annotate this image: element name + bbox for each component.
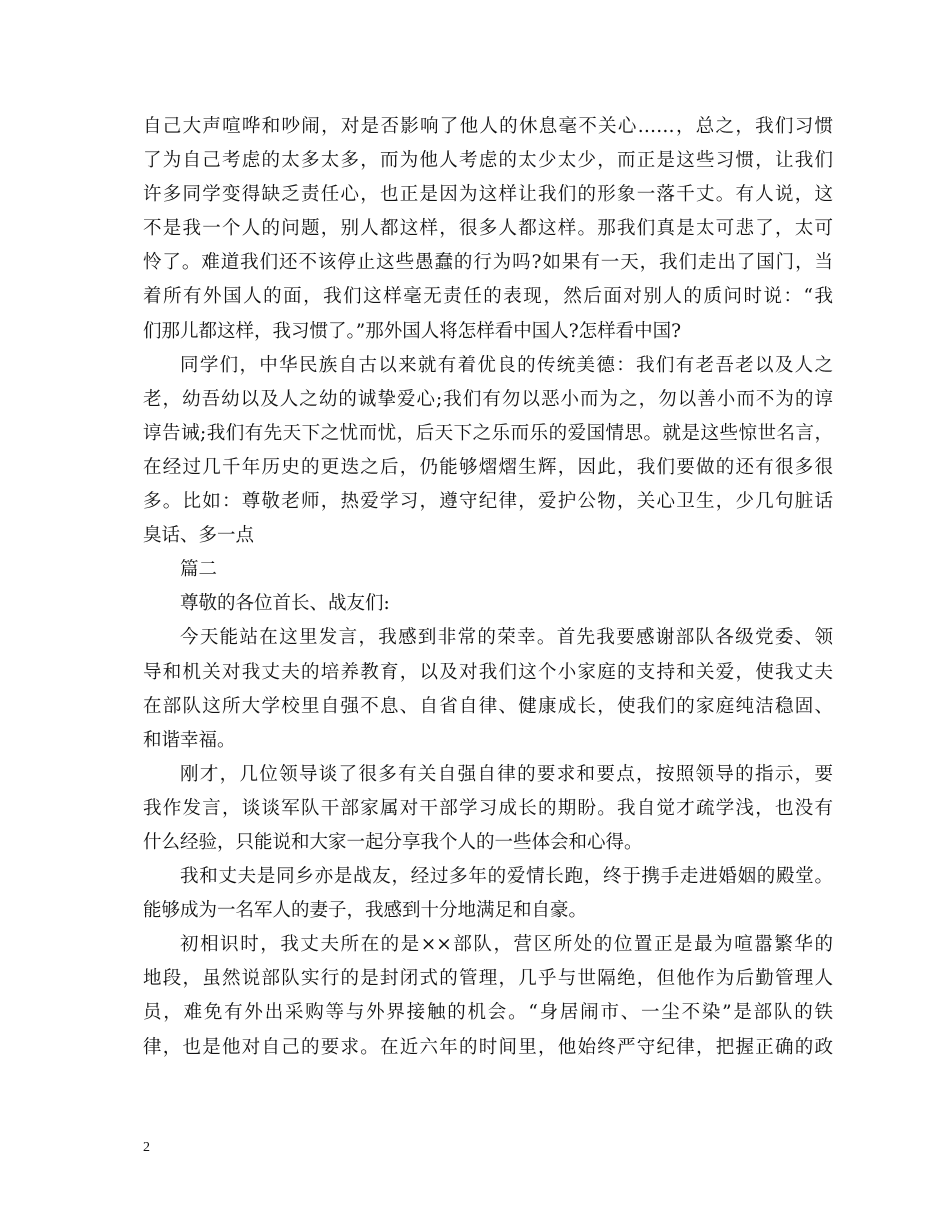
text-line: 尊敬的各位首长、战友们:: [180, 593, 390, 615]
text-line: 同学们，中华民族自古以来就有着优良的传统美德：我们有老吾老以及人之: [180, 354, 833, 376]
text-line: 许多同学变得缺乏责任心，也正是因为这样让我们的形象一落千丈。有人说，这: [143, 184, 833, 206]
text-line: 律，也是他对自己的要求。在近六年的时间里，他始终严守纪律，把握正确的政: [143, 1036, 833, 1058]
text-line: 篇二: [180, 559, 218, 581]
text-line: 我作发言，谈谈军队干部家属对干部学习成长的期盼。我自觉才疏学浅，也没有: [143, 797, 833, 819]
text-line: 不是我一个人的问题，别人都这样，很多人都这样。那我们真是太可悲了，太可: [143, 218, 833, 240]
text-line: 在经过几千年历史的更迭之后，仍能够熠熠生辉，因此，我们要做的还有很多很: [143, 456, 833, 478]
text-line: 什么经验，只能说和大家一起分享我个人的一些体会和心得。: [143, 831, 643, 853]
document-body: [143, 110, 833, 1065]
text-line: 刚才，几位领导谈了很多有关自强自律的要求和要点，按照领导的指示，要: [180, 763, 833, 785]
text-line: 能够成为一名军人的妻子，我感到十分地满足和自豪。: [143, 900, 588, 922]
text-line: 老，幼吾幼以及人之幼的诚挚爱心;我们有勿以恶小而为之，勿以善小而不为的谆: [143, 388, 833, 410]
page-number: 2: [143, 1140, 150, 1155]
text-line: 怜了。难道我们还不该停止这些愚蠢的行为吗?如果有一天，我们走出了国门，当: [143, 252, 833, 274]
text-line: 员，难免有外出采购等与外界接触的机会。“身居闹市、一尘不染”是部队的铁: [143, 1002, 833, 1024]
text-line: 今天能站在这里发言，我感到非常的荣幸。首先我要感谢部队各级党委、领: [180, 627, 833, 649]
text-line: 自己大声喧哗和吵闹，对是否影响了他人的休息毫不关心……，总之，我们习惯: [143, 116, 833, 137]
text-line: 谆告诫;我们有先天下之忧而忧，后天下之乐而乐的爱国情思。就是这些惊世名言，: [143, 422, 833, 444]
text-line: 臭话、多一点: [143, 525, 255, 547]
text-line: 们那儿都这样，我习惯了。”那外国人将怎样看中国人?怎样看中国?: [143, 320, 682, 342]
text-line: 初相识时，我丈夫所在的是××部队，营区所处的位置正是最为喧嚣繁华的: [180, 934, 833, 956]
text-line: 着所有外国人的面，我们这样毫无责任的表现，然后面对别人的质问时说：“我: [143, 286, 833, 308]
text-line: 多。比如：尊敬老师，热爱学习，遵守纪律，爱护公物，关心卫生，少几句脏话: [143, 491, 833, 513]
text-line: 在部队这所大学校里自强不息、自省自律、健康成长，使我们的家庭纯洁稳固、: [143, 695, 833, 717]
text-line: 我和丈夫是同乡亦是战友，经过多年的爱情长跑，终于携手走进婚姻的殿堂。: [180, 866, 833, 888]
text-line: 地段，虽然说部队实行的是封闭式的管理，几乎与世隔绝，但他作为后勤管理人: [143, 968, 833, 990]
text-line: 了为自己考虑的太多太多，而为他人考虑的太少太少，而正是这些习惯，让我们: [143, 150, 833, 172]
text-line: 导和机关对我丈夫的培养教育，以及对我们这个小家庭的支持和关爱，使我丈夫: [143, 661, 833, 683]
text-line: 和谐幸福。: [143, 729, 236, 751]
